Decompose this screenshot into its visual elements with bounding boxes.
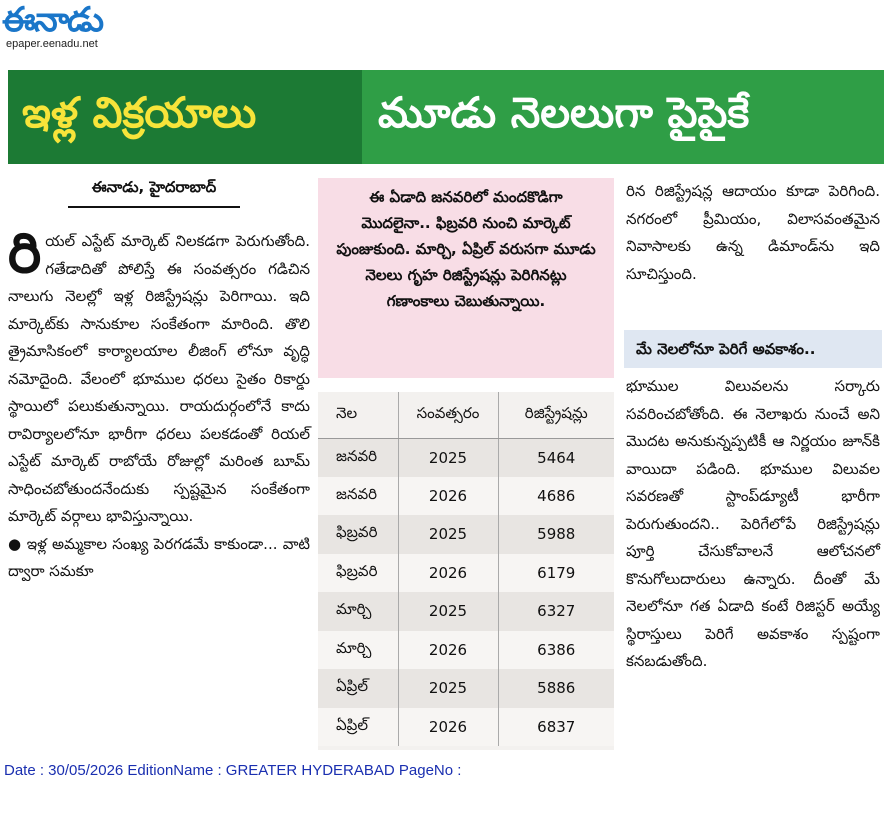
dateline: ఈనాడు, హైదరాబాద్ <box>68 178 240 208</box>
subhead-may: మే నెలలోనూ పెరిగే అవకాశం.. <box>624 330 882 368</box>
table-row <box>318 592 614 631</box>
cell-month: జనవరి <box>318 477 398 516</box>
header-registrations: రిజిస్ట్రేషన్లు <box>498 392 614 438</box>
cell-year: 2025 <box>398 438 498 477</box>
cell-year: 2025 <box>398 515 498 554</box>
header-year: సంవత్సరం <box>398 392 498 438</box>
cell-month: ఫిబ్రవరి <box>318 554 398 593</box>
cell-month: ఫిబ్రవరి <box>318 515 398 554</box>
cell-month: ఏప్రిల్ <box>318 669 398 708</box>
headline-part1: ఇళ్ల విక్రయాలు <box>22 88 257 137</box>
cell-year: 2026 <box>398 554 498 593</box>
cell-registrations: 6837 <box>498 708 614 747</box>
article-paragraph <box>8 221 310 531</box>
article-column-3-bottom <box>626 373 880 676</box>
headline-part2: మూడు నెలలుగా పైపైకే <box>378 88 750 137</box>
cell-registrations: 4686 <box>498 477 614 516</box>
cell-year: 2026 <box>398 631 498 670</box>
article-paragraph <box>8 531 310 586</box>
cell-month: ఏప్రిల్ <box>318 708 398 747</box>
masthead <box>0 0 200 58</box>
cell-month: జనవరి <box>318 438 398 477</box>
table-row <box>318 669 614 708</box>
drop-cap: రి <box>8 221 42 286</box>
edition-footer: Date : 30/05/2026 EditionName : GREATER HYDERABAD PageNo : <box>4 762 462 779</box>
bullet-icon: ● <box>8 534 22 553</box>
registrations-table <box>318 392 614 746</box>
header-month: నెల <box>318 392 398 438</box>
headline-part2-block <box>362 70 884 164</box>
article-column-1 <box>8 221 311 586</box>
cell-month: మార్చి <box>318 631 398 670</box>
cell-registrations: 6179 <box>498 554 614 593</box>
highlight-text: ఈ ఏడాది జనవరిలో మందకొడిగా మొదలైనా.. ఫిబ్రవరి నుంచి మార్కెట్ పుంజుకుంది. మార్చి, ఏప్రిల్ వరుసగా మూడు నెలలు గృహ రిజిస్ట్రేషన్లు పెరిగినట్లు గణాంకాలు చెబుతున్నాయి. <box>336 188 596 310</box>
article-paragraph <box>626 178 880 288</box>
cell-registrations: 5988 <box>498 515 614 554</box>
cell-registrations: 6386 <box>498 631 614 670</box>
article-text: భూముల విలువలను సర్కారు సవరించబోతోంది. ఈ నెలాఖరు నుంచే అని మొదట అనుకున్నప్పటికీ ఆ నిర్ణయం జూన్‌కి వాయిదా పడింది. భూముల విలువల సవరణతో స్టాంప్‌డ్యూటీ భారీగా పెరుగుతుందని.. పెరిగేలోపే రిజిస్ట్రేషన్లు పూర్తి చేసుకోవాలనే ఆలోచనలో కొనుగోలుదారులు ఉన్నారు. దీంతో మే నెలలోనూ గత ఏడాది కంటే రిజిస్టర్ అయ్యే స్థిరాస్తులు పెరిగే అవకాశం స్పష్టంగా కనబడుతోంది. <box>626 377 880 670</box>
registrations-table-box <box>318 392 614 750</box>
cell-year: 2025 <box>398 669 498 708</box>
headline-part1-block <box>8 70 362 164</box>
table-row <box>318 477 614 516</box>
table-header-row <box>318 392 614 438</box>
table-row <box>318 554 614 593</box>
article-text: యల్ ఎస్టేట్ మార్కెట్ నిలకడగా పెరుగుతోంది. గతేడాదితో పోలిస్తే ఈ సంవత్సరం గడిచిన నాలుగు నెలల్లో ఇళ్ల రిజిస్ట్రేషన్లు పెరిగాయి. ఇది మార్కెట్‌కు సానుకూల సంకేతంగా మారింది. తొలి త్రైమాసికంలో కార్యాలయాల లీజింగ్ లోనూ వృద్ధి నమోదైంది. వేలంలో భూముల ధరలు సైతం రికార్డు స్థాయిలో పలుకుతున్నాయి. రాయదుర్గంలోనే కాదు రావిర్యాలలోనూ భారీగా ధరలు పలకడంతో రియల్ ఎస్టేట్ మార్కెట్ రాబోయే రోజుల్లో మరింత బూమ్ సాధించబోతుందనేందుకు స్పష్టమైన సంకేతంగా మార్కెట్ వర్గాలు భావిస్తున్నాయి. <box>8 232 310 525</box>
cell-year: 2025 <box>398 592 498 631</box>
table-row <box>318 631 614 670</box>
cell-year: 2026 <box>398 708 498 747</box>
cell-month: మార్చి <box>318 592 398 631</box>
eenadu-logo[interactable]: ఈనాడు <box>2 0 103 40</box>
table-row <box>318 438 614 477</box>
table-row <box>318 708 614 747</box>
cell-year: 2026 <box>398 477 498 516</box>
headline-banner <box>8 70 884 164</box>
article-text: రిన రిజిస్ట్రేషన్ల ఆదాయం కూడా పెరిగింది. నగరంలో ప్రీమియం, విలాసవంతమైన నివాసాలకు ఉన్న డిమాండ్‌ను ఇది సూచిస్తుంది. <box>626 182 880 283</box>
site-url[interactable]: epaper.eenadu.net <box>6 38 98 50</box>
cell-registrations: 5886 <box>498 669 614 708</box>
article-text: ఇళ్ల అమ్మకాల సంఖ్య పెరగడమే కాకుండా... వాటి ద్వారా సమకూ <box>8 534 311 580</box>
cell-registrations: 5464 <box>498 438 614 477</box>
article-column-3-top <box>626 178 880 288</box>
cell-registrations: 6327 <box>498 592 614 631</box>
highlight-box <box>318 178 614 378</box>
article-paragraph <box>626 373 880 676</box>
table-row <box>318 515 614 554</box>
